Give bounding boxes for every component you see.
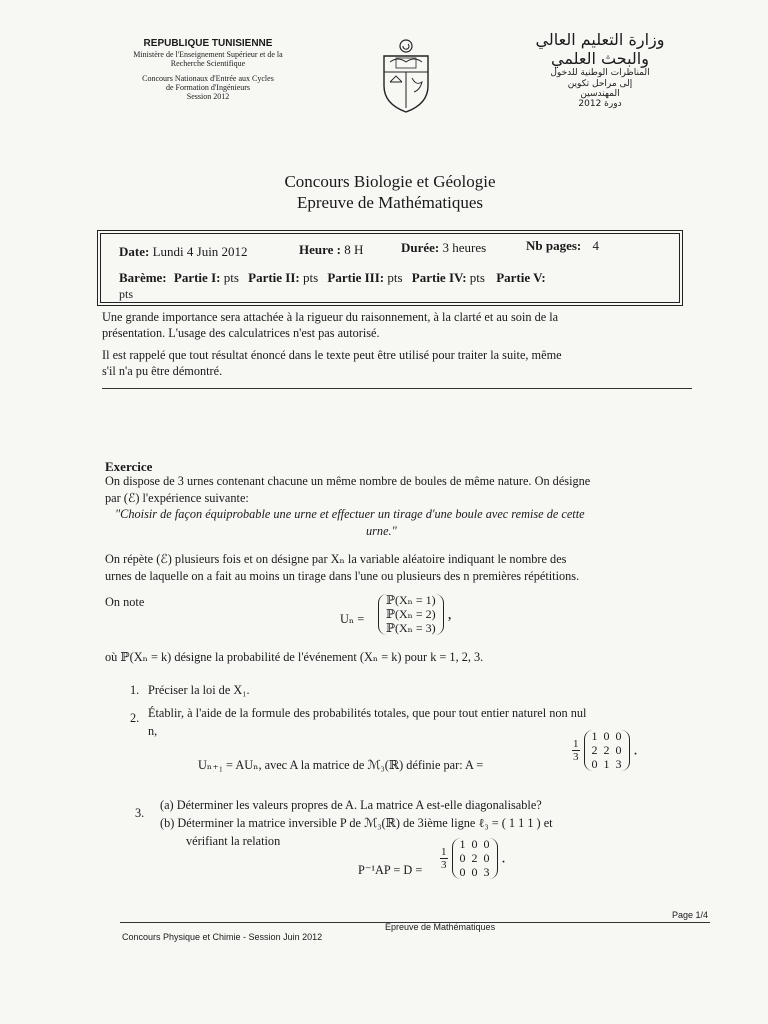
ministry-line: Ministère de l'Enseignement Supérieur et de la [133,49,283,59]
question-1-number: 1. [130,683,140,697]
exercise-line: par (ℰ) l'expérience suivante: [105,491,249,505]
question-3b-text: (b) Déterminer la matrice inversible P de ℳ₃(ℝ) de 3ième ligne ℓ₃ = ( 1 1 1 ) et [160,816,553,830]
question-3a-text: (a) Déterminer les valeurs propres de A. La matrice A est-elle diagonalisable? [160,798,542,812]
matrix-cell: 0 [615,729,622,743]
partie-1-pts: pts [223,270,239,285]
un-vector [378,594,452,635]
exam-title: Concours Biologie et Géologie [284,172,496,191]
footer-left: Concours Physique et Chimie - Session Juin 2012 [122,932,323,942]
fraction-numerator: 1 [441,846,447,859]
question-3-number: 3. [135,806,145,820]
header-left [108,38,308,101]
exercise-line: On note [105,595,145,609]
fraction-numerator: 1 [573,738,579,751]
partie-3-pts: pts [387,270,403,285]
period: . [633,741,638,759]
matrix-cell: 1 [603,756,610,771]
experiment-quote: urne." [366,524,397,538]
matrix-cell: 3 [483,864,490,879]
intro-line: Une grande importance sera attachée à la rigueur du raisonnement, à la clarté et au soin de la [102,310,559,324]
matrix-cell: 0 [483,850,490,865]
matrix-cell: 2 [471,850,478,865]
exam-subtitle: Epreuve de Mathématiques [297,193,483,212]
matrix-d-block [440,838,506,879]
duree-label: Durée: [401,240,440,255]
exercise-line: où ℙ(Xₙ = k) désigne la probabilité de l'événement (Xₙ = k) pour k = 1, 2, 3. [105,650,484,664]
arabic-session-line: دورة 2012 [578,99,622,110]
arabic-concours-line: المهندسين [580,89,620,100]
period: . [501,849,506,867]
duree-value: 3 heures [442,240,487,255]
date-label: Date: [119,244,150,259]
ministry-line: Recherche Scientifique [170,58,246,68]
question-3b-text: vérifiant la relation [186,834,281,848]
matrix-cell: 1 [459,837,466,851]
concours-line: de Formation d'Ingénieurs [165,83,251,93]
fraction-denominator: 3 [441,859,447,872]
pages-label: Nb pages: [526,238,582,253]
partie-2-pts: pts [303,270,319,285]
un-row: ℙ(Xₙ = 3) [386,620,436,635]
intro-paragraph [102,310,692,380]
session-line: Session 2012 [186,92,230,102]
matrix-cell: 0 [483,837,490,851]
footer-center: Épreuve de Mathématiques [385,922,496,932]
header-right [535,30,665,110]
intro-line: Il est rappelé que tout résultat énoncé dans le texte peut être utilisé pour traiter la suite, même [102,347,562,362]
recurrence-equation: Uₙ₊₁ = AUₙ, avec A la matrice de ℳ₃(ℝ) définie par: A = [198,758,484,772]
matrix-cell: 1 [591,729,598,743]
republic-name: REPUBLIQUE TUNISIENNE [143,38,273,49]
un-label: Uₙ = [340,612,365,626]
matrix-cell: 0 [471,837,478,851]
date-value: Lundi 4 Juin 2012 [152,244,248,259]
question-2-text: n, [148,724,158,738]
diagonalization-equation: P⁻¹AP = D = [358,863,423,877]
question-2-text: Établir, à l'aide de la formule des probabilités totales, que pour tout entier naturel non nul [148,706,587,720]
matrix-cell: 3 [615,756,622,771]
intro-line: s'il n'a pu être démontré. [102,363,223,378]
arabic-concours-line: إلى مراحل تكوين [567,78,633,89]
fraction-denominator: 3 [573,751,579,764]
partie-1-label: Partie I: [173,270,221,285]
bareme-label: Barème: [119,270,167,285]
exercise-line: urnes de laquelle on a fait au moins un tirage dans l'une ou plusieurs des n premières répétitions. [105,569,580,583]
un-row: ℙ(Xₙ = 1) [386,593,436,607]
matrix-cell: 0 [459,864,466,879]
partie-3-label: Partie III: [327,270,385,285]
partie-5-pts: pts [119,287,134,301]
matrix-cell: 0 [591,756,598,771]
exercise-line: On dispose de 3 urnes contenant chacune un même nombre de boules de même nature. On désigne [105,474,591,488]
matrix-cell: 0 [615,742,622,757]
arabic-ministry-line: والبحث العلمي [551,49,649,69]
intro-line: présentation. L'usage des calculatrices n'est pas autorisé. [102,325,380,340]
question-1-text: Préciser la loi de X₁. [148,683,250,697]
pages-value: 4 [592,238,600,253]
arabic-concours-line: المناظرات الوطنية للدخول [550,68,650,79]
matrix-cell: 2 [603,742,610,757]
arabic-ministry-line: وزارة التعليم العالي [535,30,665,49]
concours-line: Concours Nationaux d'Entrée aux Cycles [142,73,274,83]
one-third-fraction [440,846,448,871]
un-row: ℙ(Xₙ = 2) [386,606,436,621]
separator-line [102,388,692,389]
matrix-cell: 0 [471,864,478,879]
partie-4-pts: pts [469,270,485,285]
matrix-cell: 0 [603,729,610,743]
tunisia-emblem-icon [376,38,436,116]
partie-4-label: Partie IV: [411,270,467,285]
heure-value: 8 H [344,242,364,257]
exercise-heading: Exercice [105,459,153,474]
comma: , [447,605,452,623]
one-third-fraction [572,738,580,763]
matrix-cell: 2 [591,742,598,757]
partie-5-label: Partie V: [496,270,546,285]
experiment-quote: "Choisir de façon équiprobable une urne et effectuer un tirage d'une boule avec remise de cette [115,507,585,521]
partie-2-label: Partie II: [248,270,300,285]
exercise-line: On répète (ℰ) plusieurs fois et on désigne par Xₙ la variable aléatoire indiquant le nombre des [105,552,567,566]
matrix-cell: 0 [459,850,466,865]
matrix-a [584,730,630,771]
question-2-number: 2. [130,711,140,725]
page-number: Page 1/4 [672,910,709,920]
matrix-d [452,838,498,879]
matrix-a-block [572,730,638,771]
heure-label: Heure : [299,242,341,257]
exam-info-box [100,233,680,303]
